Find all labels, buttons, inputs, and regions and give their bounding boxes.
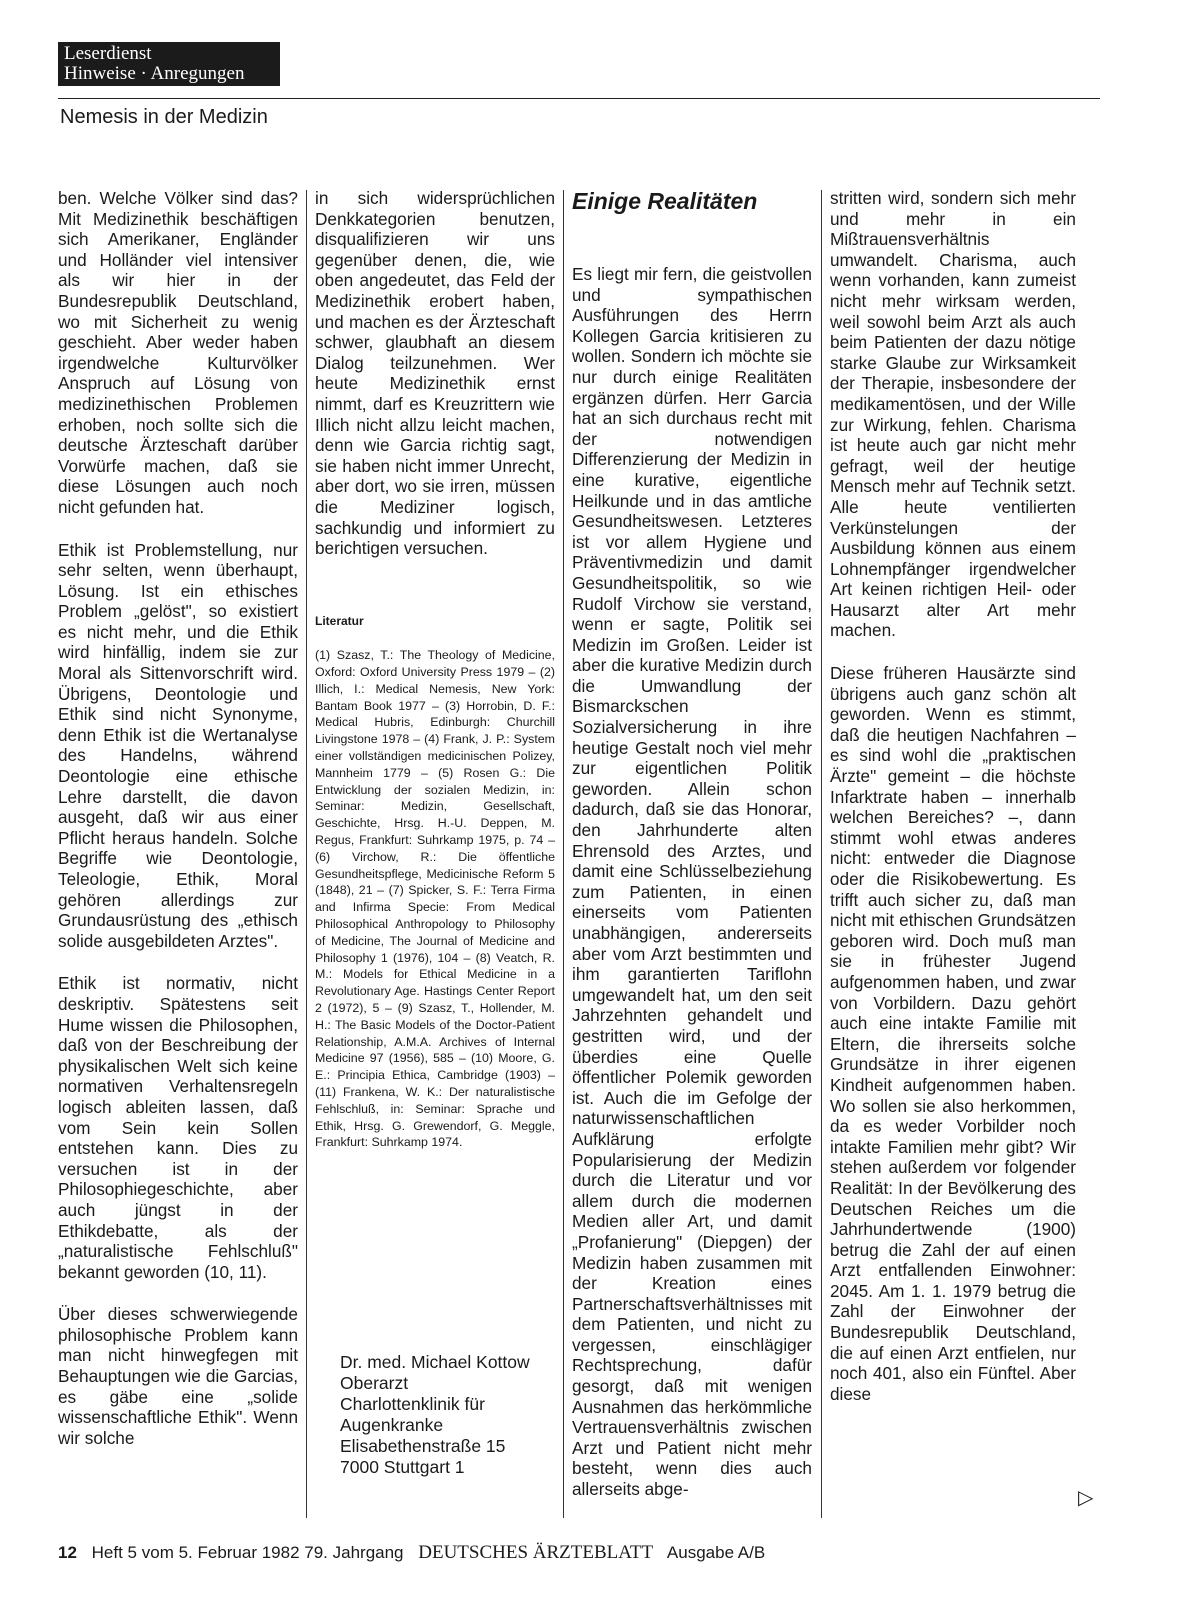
column-divider [306,190,307,1518]
paragraph: Es liegt mir fern, die geistvollen und sympathischen Ausführungen des Herrn Kollegen Garcia kritisieren zu wollen. Sondern ich möchte sie nur durch einige Realitäten ergänzen dürfen. Herr Garcia hat an sich durchaus recht mit der notwendigen Differenzierung der Medizin in eine kurative, eigentliche Heilkunde und in das amtliche Gesundheitswesen. Letzteres ist vor allem Hygiene und Präventivmedizin und damit Gesundheitspolitik, so wie Rudolf Virchow sie verstand, wenn er sagte, Politik sei Medizin im Großen. Leider ist aber die kurative Medizin durch die Umwandlung der Bismarckschen Sozialversicherung in ihre heutige Gestalt noch viel mehr zur eigentlichen Politik geworden. Allein schon dadurch, daß sie das Honorar, den Jahrhunderte alten Ehrensold des Arztes, und damit eine Schlüsselbeziehung zum Patienten, in einen einerseits vom Patienten unabhängigen, andererseits aber vom Arzt bestimmten und ihm garantierten Tariflohn umgewandelt hat, um den seit Jahrzehnten gehandelt und gestritten wird, und der überdies eine Quelle öffentlicher Polemik geworden ist. Auch die im Gefolge der naturwissenschaftlichen Aufklärung erfolgte Popularisierung der Medizin durch die Literatur und vor allem durch die modernen Medien aller Art, und damit „Profanierung" (Diepgen) der Medizin haben zusammen mit der Kreation eines Partnerschaftsverhältnisses mit dem Patienten, und nicht zu vergessen, einschlägiger Rechtsprechung, dafür gesorgt, daß mit wenigen Ausnahmen das herkömmliche Vertrauensverhältnis zwischen Arzt und Patient nicht mehr besteht, wenn dies auch allerseits abge- [572,264,812,1500]
literature-list: (1) Szasz, T.: The Theology of Medicine, Oxford: Oxford University Press 1979 – (2) Illich, I.: Medical Nemesis, New York: Bantam Book 1977 – (3) Horrobin, D. F.: Medical Hubris, Edinburgh: Churchill Livingstone 1978 – (4) Frank, J. P.: System einer vollständigen medicinischen Polizey, Mannheim 1779 – (5) Rosen G.: Die Entwicklung der sozialen Medizin, in: Seminar: Medizin, Gesellschaft, Geschichte, Hrsg. H.-U. Deppen, M. Regus, Frankfurt: Suhrkamp 1975, p. 74 – (6) Virchow, R.: Die öffentliche Gesundheitspflege, Medicinische Reform 5 (1848), 21 – (7) Spicker, S. F.: Terra Firma and Infirma Specie: From Medical Philosophical Anthropology to Philosophy of Medicine, The Journal of Medicine and Philosophy 1 (1976), 104 – (8) Veatch, R. M.: Models for Ethical Medicine in a Revolutionary Age. Hastings Center Report 2 (1972), 5 – (9) Szasz, T., Hollender, M. H.: The Basic Models of the Doctor-Patient Relationship, A.M.A. Archives of Internal Medicine 97 (1956), 585 – (10) Moore, G. E.: Principia Ethica, Cambridge (1903) – (11) Frankena, W. K.: Der naturalistische Fehlschluß, in: Seminar: Sprache und Ethik, Hrsg. G. Grewendorf, G. Meggle, Frankfurt: Suhrkamp 1974. [315,648,555,1150]
column-1 [58,188,298,1448]
subheading: Einige Realitäten [572,188,758,214]
paragraph: stritten wird, sondern sich mehr und mehr in ein Mißtrauensverhältnis umwandelt. Charisma, auch wenn vorhanden, kann zumeist nicht mehr wirksam werden, weil sowohl beim Arzt als auch beim Patienten der dazu nötige starke Glaube zur Wirksamkeit der Therapie, insbesondere der medikamentösen, und der Wille zur Wirkung, fehlen. Charisma ist heute auch gar nicht mehr gefragt, weil der heutige Mensch mehr auf Technik setzt. Alle heute ventilierten Verkünstelungen der Ausbildung können aus einem Lohnempfänger irgendwelcher Art keinen richtigen Heil- oder Hausarzt alter Art mehr machen. [830,188,1076,641]
header-rule [58,98,1100,99]
paragraph: in sich widersprüchlichen Denkkategorien benutzen, disqualifizieren wir uns gegenüber denen, die, wie oben angedeutet, das Feld der Medizinethik erobert haben, und machen es der Ärzteschaft schwer, glaubhaft an diesem Dialog teilzunehmen. Wer heute Medizinethik ernst nimmt, darf es Kreuzrittern wie Illich nicht allzu leicht machen, denn wie Garcia richtig sagt, sie haben nicht immer Unrecht, aber dort, wo sie irren, müssen die Mediziner logisch, sachkundig und informiert zu berichtigen versuchen. [315,188,555,559]
address-line: 7000 Stuttgart 1 [340,1457,465,1477]
address-line: Oberarzt [340,1373,409,1393]
literature-heading: Literatur [315,613,364,628]
page-number: 12 [58,1543,77,1562]
address-line: Elisabethenstraße 15 [340,1436,506,1456]
paragraph: Über dieses schwerwiegende philosophische Problem kann man nicht hinwegfegen mit Behauptungen wie die Garcias, es gäbe eine „solide wissenschaftliche Ethik". Wenn wir solche [58,1304,298,1448]
column-divider [563,190,564,1518]
column-divider [821,190,822,1518]
paragraph: Diese früheren Hausärzte sind übrigens auch ganz schön alt geworden. Wenn es stimmt, daß die heutigen Nachfahren – es sind wohl die „praktischen Ärzte" gemeint – die höchste Infarktrate haben – innerhalb welchen Bereiches? –, dann stimmt wohl etwas anderes nicht: entweder die Diagnose oder die Risikobewertung. Es trifft auch sicher zu, daß man nicht mit ethischen Grundsätzen geboren wird. Doch muß man sie in frühester Jugend aufgenommen haben, und zwar von Vorbildern. Dazu gehört auch eine intakte Familie mit Eltern, die ihrerseits solche Grundsätze in ihrer eigenen Kindheit aufgenommen haben. Wo sollen sie also herkommen, da es weder Vorbilder noch intakte Familien mehr gibt? Wir stehen außerdem vor folgender Realität: In der Bevölkerung des Deutschen Reiches um die Jahrhundertwende (1900) betrug die Zahl der auf einen Arzt entfallenden Einwohner: 2045. Am 1. 1. 1979 betrug die Zahl der Einwohner der Bundesrepublik Deutschland, die auf einen Arzt entfielen, nur noch 401, also ein Fünftel. Aber diese [830,663,1076,1404]
section-label [58,42,280,86]
edition-info: Ausgabe A/B [666,1543,766,1562]
page-footer [58,1542,765,1564]
address-line: Dr. med. Michael Kottow [340,1352,530,1372]
page-title: Nemesis in der Medizin [60,106,268,128]
paragraph: ben. Welche Völker sind das? Mit Medizinethik beschäftigen sich Amerikaner, Engländer und Holländer viel intensiver als wir hier in der Bundesrepublik Deutschland, wo mit Sicherheit zu wenig geschieht. Aber weder haben irgendwelche Kulturvölker Anspruch auf Lösung von medizinethischen Problemen erhoben, noch sollte sich die deutsche Ärzteschaft darüber Vorwürfe machen, daß sie diese Lösungen auch noch nicht gefunden hat. [58,188,298,517]
continue-arrow-icon: ▷ [1078,1487,1094,1509]
section-label-line1: Leserdienst [64,43,152,64]
section-label-line2: Hinweise · Anregungen [64,63,245,84]
paragraph: Ethik ist Problemstellung, nur sehr selten, wenn überhaupt, Lösung. Ist ein ethisches Problem „gelöst", so existiert es nicht mehr, und die Ethik wird hinfällig, indem sie zur Moral als Sittenvorschrift wird. Übrigens, Deontologie und Ethik sind nicht Synonyme, denn Ethik ist die Wertanalyse des Handelns, während Deontologie eine ethische Lehre darstellt, die davon ausgeht, daß wir aus einer Pflicht heraus handeln. Solche Begriffe wie Deontologie, Teleologie, Ethik, Moral gehören allerdings zur Grundausrüstung des „ethisch solide ausgebildeten Arztes". [58,539,298,951]
issue-info: Heft 5 vom 5. Februar 1982 79. Jahrgang [91,1543,404,1562]
column-4 [830,188,1076,1404]
address-line: Augenkranke [340,1415,444,1435]
journal-name: DEUTSCHES ÄRZTEBLATT [418,1542,654,1563]
address-line: Charlottenklinik für [340,1394,485,1414]
column-3 [572,188,812,1500]
column-2 [315,188,555,1151]
paragraph: Ethik ist normativ, nicht deskriptiv. Spätestens seit Hume wissen die Philosophen, daß von der Beschreibung der physikalischen Welt sich keine normativen Verhaltensregeln logisch ableiten lassen, daß vom Sein kein Sollen entstehen kann. Dies zu versuchen ist in der Philosophiegeschichte, aber auch jüngst in der Ethikdebatte, als der „naturalistische Fehlschluß" bekannt geworden (10, 11). [58,973,298,1282]
author-address [340,1352,530,1478]
